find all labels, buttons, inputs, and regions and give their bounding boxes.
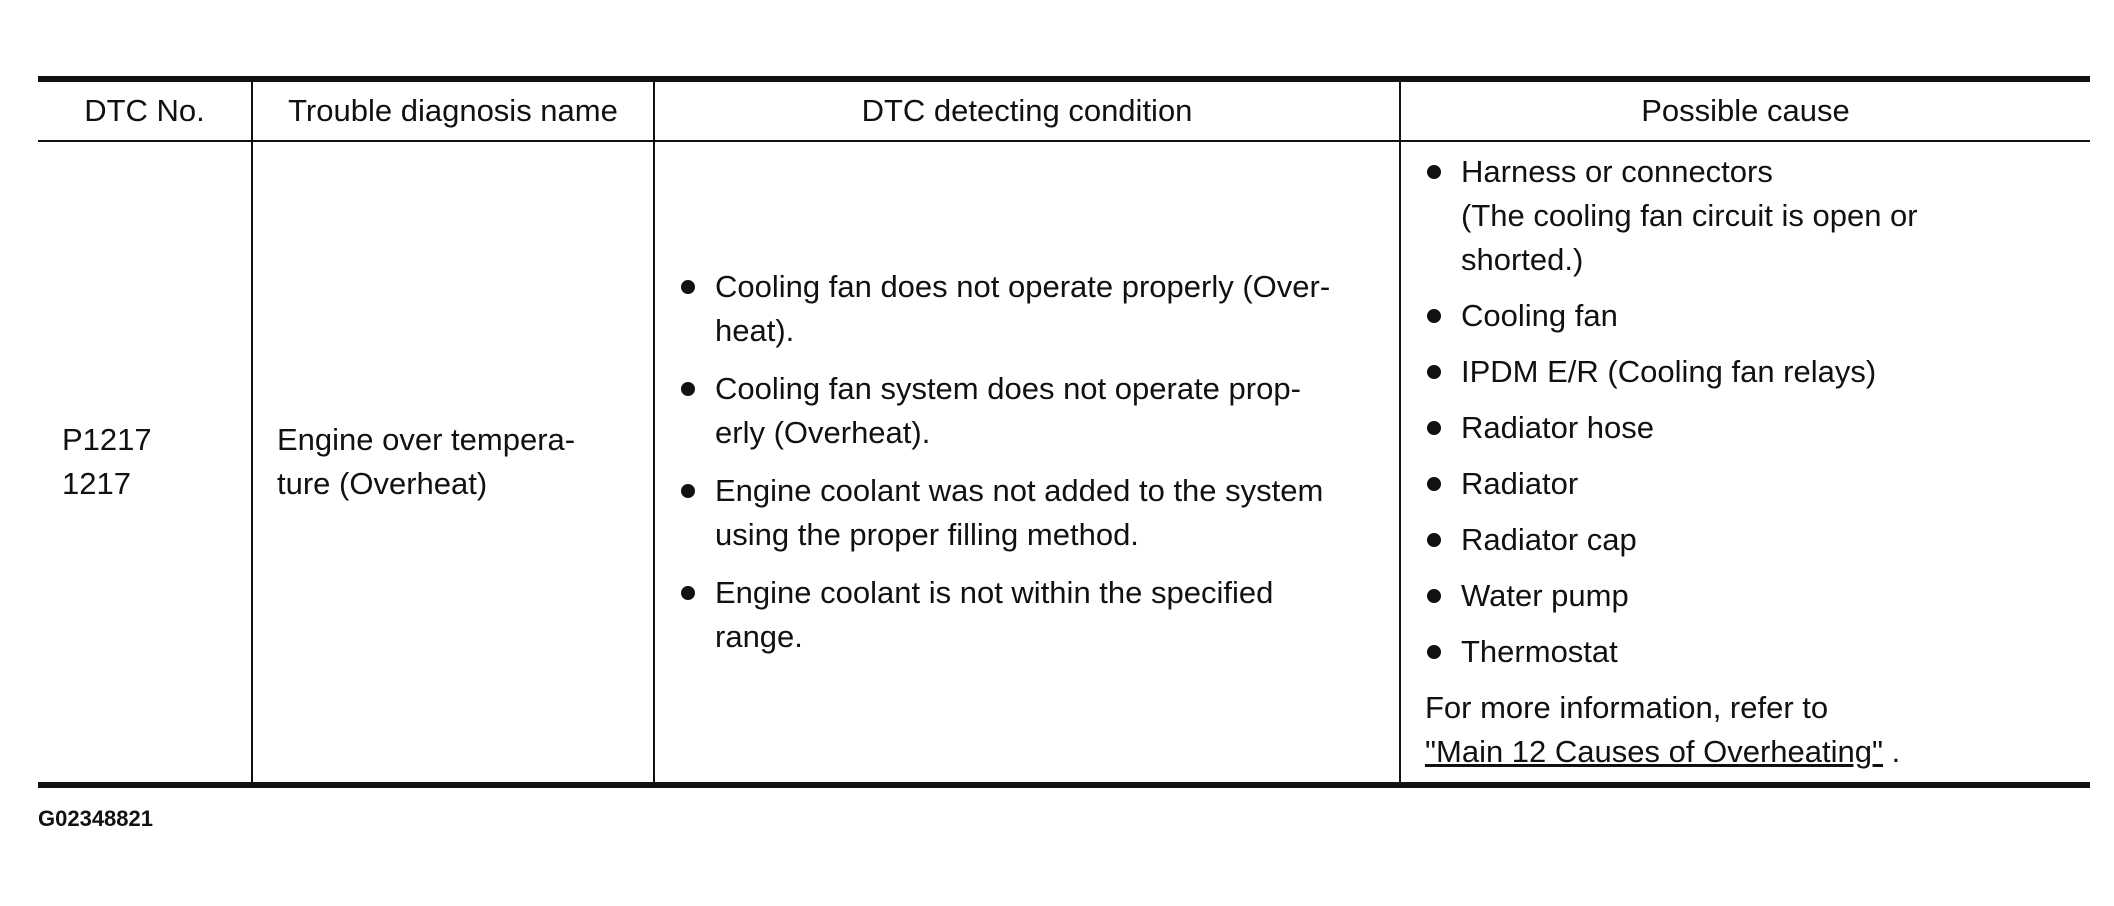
more-info-note <box>1425 686 2074 774</box>
list-item-text: Cooling fan system does not operate prop- <box>715 371 1301 406</box>
bullet-icon <box>1427 421 1441 435</box>
list-item-text: Radiator <box>1461 466 1579 501</box>
condition-cell <box>654 141 1400 785</box>
list-item-text: (The cooling fan circuit is open or <box>1461 198 1918 233</box>
trouble-name-line: Engine over tempera- <box>277 422 576 457</box>
list-item-text: Water pump <box>1461 578 1629 613</box>
bullet-icon <box>1427 645 1441 659</box>
list-item-text: erly (Overheat). <box>715 415 931 450</box>
list-item <box>1425 462 2074 506</box>
list-item <box>1425 630 2074 674</box>
condition-list <box>679 265 1383 659</box>
trouble-name-line: ture (Overheat) <box>277 466 488 501</box>
list-item-text: Engine coolant is not within the specified <box>715 575 1274 610</box>
dtc-no-cell <box>38 141 252 785</box>
list-item <box>679 367 1383 455</box>
list-item-text: Radiator hose <box>1461 410 1655 445</box>
dtc-code: P1217 <box>62 422 152 457</box>
header-dtc-no: DTC No. <box>38 79 252 141</box>
list-item-text: IPDM E/R (Cooling fan relays) <box>1461 354 1877 389</box>
bullet-icon <box>1427 165 1441 179</box>
list-item-text: range. <box>715 619 803 654</box>
more-info-prefix: For more information, refer to <box>1425 690 1829 725</box>
overheating-causes-link[interactable]: "Main 12 Causes of Overheating" <box>1425 734 1883 769</box>
bullet-icon <box>681 280 695 294</box>
list-item <box>1425 150 2074 282</box>
list-item <box>1425 406 2074 450</box>
list-item <box>679 571 1383 659</box>
list-item-text: using the proper filling method. <box>715 517 1139 552</box>
bullet-icon <box>681 586 695 600</box>
list-item <box>1425 574 2074 618</box>
table-row <box>38 141 2090 785</box>
list-item-text: Thermostat <box>1461 634 1618 669</box>
bullet-icon <box>1427 477 1441 491</box>
list-item-text: Cooling fan <box>1461 298 1618 333</box>
list-item-text: Harness or connectors <box>1461 154 1773 189</box>
header-row <box>38 79 2090 141</box>
bullet-icon <box>1427 533 1441 547</box>
header-trouble-diagnosis-name: Trouble diagnosis name <box>252 79 654 141</box>
more-info-line <box>1425 730 2074 774</box>
list-item <box>679 469 1383 557</box>
cause-cell <box>1400 141 2090 785</box>
dtc-code-short: 1217 <box>62 466 131 501</box>
list-item <box>1425 518 2074 562</box>
list-item <box>1425 294 2074 338</box>
header-dtc-detecting-condition: DTC detecting condition <box>654 79 1400 141</box>
bullet-icon <box>1427 365 1441 379</box>
list-item <box>1425 350 2074 394</box>
list-item-text: Engine coolant was not added to the system <box>715 473 1324 508</box>
header-possible-cause: Possible cause <box>1400 79 2090 141</box>
bullet-icon <box>681 484 695 498</box>
bullet-icon <box>1427 309 1441 323</box>
more-info-suffix: . <box>1882 734 1901 769</box>
dtc-table <box>38 76 2090 788</box>
list-item-text: Cooling fan does not operate properly (Over- <box>715 269 1331 304</box>
bullet-icon <box>681 382 695 396</box>
bullet-icon <box>1427 589 1441 603</box>
list-item-text: Radiator cap <box>1461 522 1637 557</box>
list-item-text: shorted.) <box>1461 242 1584 277</box>
trouble-name-cell <box>252 141 654 785</box>
list-item <box>679 265 1383 353</box>
list-item-text: heat). <box>715 313 795 348</box>
figure-id: G02348821 <box>38 806 153 831</box>
cause-list <box>1425 150 2074 674</box>
